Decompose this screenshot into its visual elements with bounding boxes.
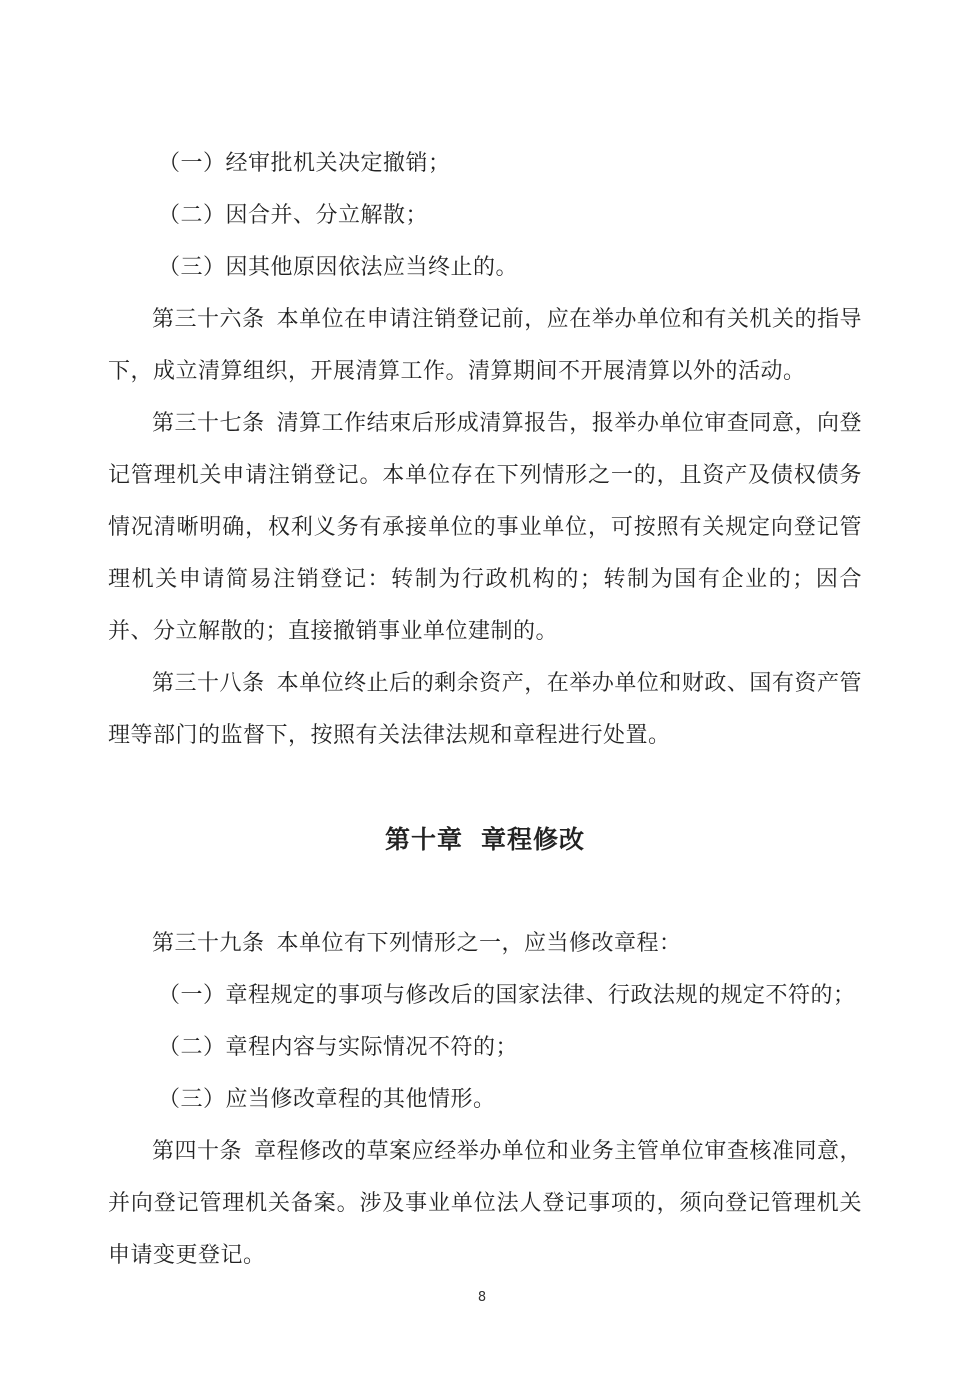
article-text: 章程修改的草案应经举办单位和业务主管单位审查核准同意，并向登记管理机关备案。涉及事业单位法人登记事项的，须向登记管理机关申请变更登记。 [108, 1139, 862, 1268]
chapter-heading [108, 814, 862, 866]
chapter-number: 第十章 [384, 825, 463, 854]
list-item: （三）因其他原因依法应当终止的。 [158, 255, 519, 280]
article-label: 第三十八条 [152, 671, 265, 696]
article-40 [108, 1126, 862, 1282]
article-37 [108, 398, 862, 658]
article-text: 清算工作结束后形成清算报告，报举办单位审查同意，向登记管理机关申请注销登记。本单位存在下列情形之一的，且资产及债权债务情况清晰明确，权利义务有承接单位的事业单位，可按照有关规定向登记管理机关申请简易注销登记：转制为行政机构的；转制为国有企业的；因合并、分立解散的；直接撤销事业单位建制的。 [108, 411, 862, 644]
article-label: 第三十九条 [152, 931, 265, 956]
article-text: 本单位有下列情形之一，应当修改章程： [276, 931, 682, 956]
document-body [108, 138, 862, 1282]
list-item: （一）经审批机关决定撤销； [158, 151, 451, 176]
article-label: 第三十七条 [152, 411, 265, 436]
article-38 [108, 658, 862, 762]
chapter-title: 章程修改 [481, 825, 586, 854]
list-item: （三）应当修改章程的其他情形。 [158, 1087, 496, 1112]
page-number: 8 [477, 1290, 487, 1305]
article-text: 本单位在申请注销登记前，应在举办单位和有关机关的指导下，成立清算组织，开展清算工作。清算期间不开展清算以外的活动。 [108, 307, 862, 384]
article-39 [108, 918, 862, 970]
list-item: （二）章程内容与实际情况不符的； [158, 1035, 519, 1060]
list-item: （二）因合并、分立解散； [158, 203, 429, 228]
article-text: 本单位终止后的剩余资产，在举办单位和财政、国有资产管理等部门的监督下，按照有关法律法规和章程进行处置。 [108, 671, 862, 748]
article-36 [108, 294, 862, 398]
list-item: （一）章程规定的事项与修改后的国家法律、行政法规的规定不符的； [158, 983, 856, 1008]
article-label: 第三十六条 [152, 307, 265, 332]
article-label: 第四十条 [152, 1139, 243, 1164]
